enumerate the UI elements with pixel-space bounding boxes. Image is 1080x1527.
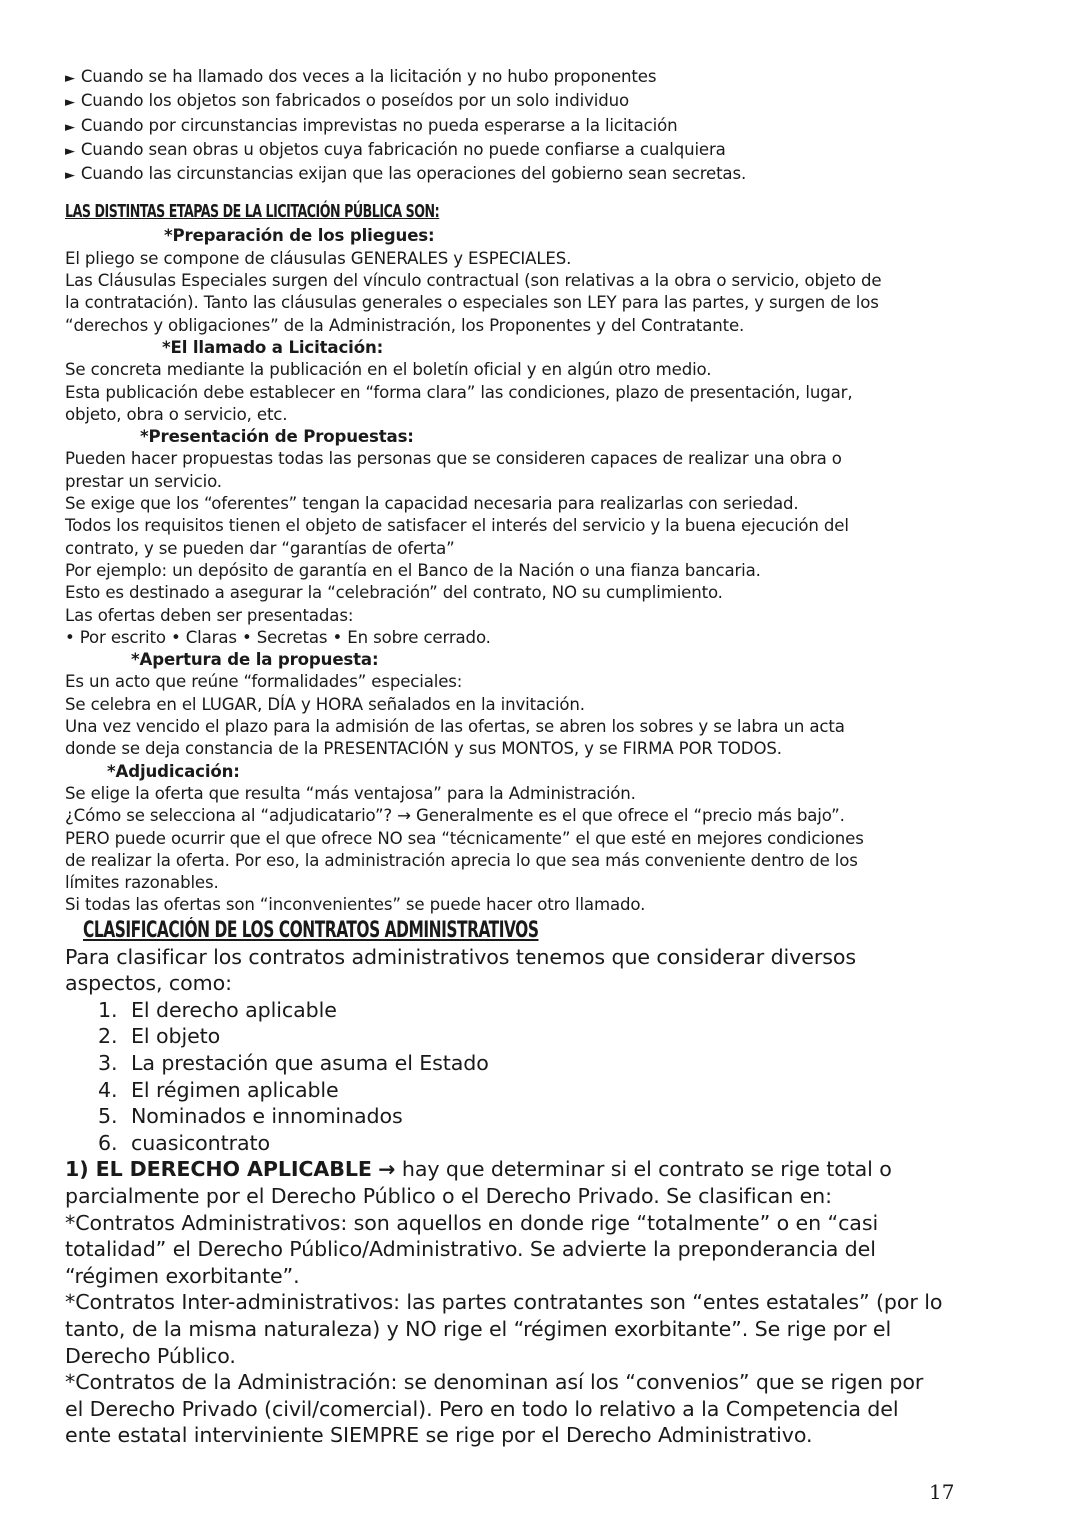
list-item: 3. La prestación que asuma el Estado bbox=[98, 1051, 489, 1076]
text-line: Se concreta mediante la publicación en el boletín oficial y en algún otro medio. bbox=[65, 360, 712, 380]
text-line: ¿Cómo se selecciona al “adjudicatario”? → Generalmente es el que ofrece el “precio más bajo”. bbox=[65, 806, 845, 826]
section-title-llamado: *El llamado a Licitación: bbox=[162, 337, 384, 357]
text-line: aspectos, como: bbox=[65, 971, 232, 996]
list-item: 6. cuasicontrato bbox=[98, 1130, 270, 1155]
document-page bbox=[65, 66, 1015, 1449]
text-line: Para clasificar los contratos administrativos tenemos que considerar diversos bbox=[65, 944, 856, 969]
text-line: Derecho Público. bbox=[65, 1343, 236, 1368]
clasificacion-heading: CLASIFICACIÓN DE LOS CONTRATOS ADMINISTRATIVOS bbox=[83, 917, 539, 943]
arrow-icon: → bbox=[378, 1157, 396, 1182]
text-line: Si todas las ofertas son “inconvenientes” se puede hacer otro llamado. bbox=[65, 895, 646, 915]
text-line: • Por escrito • Claras • Secretas • En sobre cerrado. bbox=[65, 627, 491, 647]
etapas-heading: LAS DISTINTAS ETAPAS DE LA LICITACIÓN PÚBLICA SON: bbox=[65, 201, 440, 223]
text-line: totalidad” el Derecho Público/Administrativo. Se advierte la preponderancia del bbox=[65, 1237, 876, 1262]
text-line: *Contratos de la Administración: se denominan así los “convenios” que se rigen por bbox=[65, 1370, 924, 1395]
text-line: Las ofertas deben ser presentadas: bbox=[65, 605, 354, 625]
text-line: Una vez vencido el plazo para la admisión de las ofertas, se abren los sobres y se labra un acta bbox=[65, 717, 845, 737]
clasificacion-body bbox=[65, 944, 1015, 1449]
text-line: *Contratos Inter-administrativos: las partes contratantes son “entes estatales” (por lo bbox=[65, 1290, 943, 1315]
derecho-aplicable-label: 1) EL DERECHO APLICABLE bbox=[65, 1157, 372, 1182]
text-line: tanto, de la misma naturaleza) y NO rige el “régimen exorbitante”. Se rige por el bbox=[65, 1317, 892, 1341]
section-title-preparacion: *Preparación de los pliegues: bbox=[164, 226, 435, 246]
text-line: Se elige la oferta que resulta “más ventajosa” para la Administración. bbox=[65, 783, 636, 803]
section-title-apertura: *Apertura de la propuesta: bbox=[131, 650, 379, 670]
text-line: la contratación). Tanto las cláusulas generales o especiales son LEY para las partes, y surgen de los bbox=[65, 293, 879, 313]
text-line: 1) EL DERECHO APLICABLE → hay que determinar si el contrato se rige total o bbox=[65, 1157, 892, 1182]
triangle-bullet-icon: ► bbox=[65, 143, 75, 159]
triangle-bullet-icon: ► bbox=[65, 168, 75, 184]
list-item: ► Cuando los objetos son fabricados o poseídos por un solo individuo bbox=[65, 90, 1015, 114]
triangle-bullet-icon: ► bbox=[65, 119, 75, 135]
text-line: límites razonables. bbox=[65, 873, 219, 893]
text-line: parcialmente por el Derecho Público o el Derecho Privado. Se clasifican en: bbox=[65, 1184, 832, 1209]
list-item: 5. Nominados e innominados bbox=[98, 1104, 403, 1129]
text-line: Las Cláusulas Especiales surgen del vínculo contractual (son relativas a la obra o servicio, objeto de bbox=[65, 271, 882, 291]
text-line: El pliego se compone de cláusulas GENERALES y ESPECIALES. bbox=[65, 248, 572, 268]
text-line: Se celebra en el LUGAR, DÍA y HORA señalados en la invitación. bbox=[65, 694, 585, 714]
etapas-body bbox=[65, 225, 1015, 916]
triangle-bullet-icon: ► bbox=[65, 95, 75, 111]
text-line: Se exige que los “oferentes” tengan la capacidad necesaria para realizarlas con seriedad. bbox=[65, 494, 799, 514]
numbered-list bbox=[65, 997, 1015, 1157]
list-item: 1. El derecho aplicable bbox=[98, 997, 337, 1022]
page-number: 17 bbox=[929, 1480, 955, 1504]
section-title-presentacion: *Presentación de Propuestas: bbox=[140, 427, 414, 447]
list-item: 4. El régimen aplicable bbox=[98, 1077, 339, 1102]
list-item: 2. El objeto bbox=[98, 1024, 221, 1049]
text-line: Pueden hacer propuestas todas las personas que se consideren capaces de realizar una obra o bbox=[65, 449, 842, 469]
text-line: Esta publicación debe establecer en “forma clara” las condiciones, plazo de presentación, lugar, bbox=[65, 382, 853, 402]
bullet-list bbox=[65, 66, 1015, 187]
text-line: Todos los requisitos tienen el objeto de satisfacer el interés del servicio y la buena ejecución del bbox=[65, 516, 849, 536]
list-item: ► Cuando se ha llamado dos veces a la licitación y no hubo proponentes bbox=[65, 66, 1015, 90]
text-line: PERO puede ocurrir que el que ofrece NO sea “técnicamente” el que esté en mejores condiciones bbox=[65, 828, 864, 848]
list-item: ► Cuando por circunstancias imprevistas no pueda esperarse a la licitación bbox=[65, 115, 1015, 139]
triangle-bullet-icon: ► bbox=[65, 71, 75, 86]
text-line: “derechos y obligaciones” de la Administración, los Proponentes y del Contratante. bbox=[65, 315, 745, 335]
list-item: ► Cuando las circunstancias exijan que las operaciones del gobierno sean secretas. bbox=[65, 163, 1015, 187]
text-line: donde se deja constancia de la PRESENTACIÓN y sus MONTOS, y se FIRMA POR TODOS. bbox=[65, 739, 782, 759]
text-line: prestar un servicio. bbox=[65, 471, 222, 491]
text-line: de realizar la oferta. Por eso, la administración aprecia lo que sea más conveniente dentro de los bbox=[65, 850, 858, 870]
text-line: el Derecho Privado (civil/comercial). Pero en todo lo relativo a la Competencia del bbox=[65, 1396, 899, 1421]
text-line: Por ejemplo: un depósito de garantía en el Banco de la Nación o una fianza bancaria. bbox=[65, 560, 761, 580]
section-title-adjudicacion: *Adjudicación: bbox=[107, 761, 240, 781]
text-line: Es un acto que reúne “formalidades” especiales: bbox=[65, 672, 463, 692]
text-line: Esto es destinado a asegurar la “celebración” del contrato, NO su cumplimiento. bbox=[65, 583, 723, 603]
text-line: *Contratos Administrativos: son aquellos en donde rige “totalmente” o en “casi bbox=[65, 1210, 879, 1235]
text-line: “régimen exorbitante”. bbox=[65, 1263, 300, 1288]
list-item: ► Cuando sean obras u objetos cuya fabricación no puede confiarse a cualquiera bbox=[65, 139, 1015, 163]
text-line: objeto, obra o servicio, etc. bbox=[65, 404, 288, 424]
text-line: ente estatal interviniente SIEMPRE se rige por el Derecho Administrativo. bbox=[65, 1423, 813, 1448]
text-line: contrato, y se pueden dar “garantías de oferta” bbox=[65, 538, 455, 558]
